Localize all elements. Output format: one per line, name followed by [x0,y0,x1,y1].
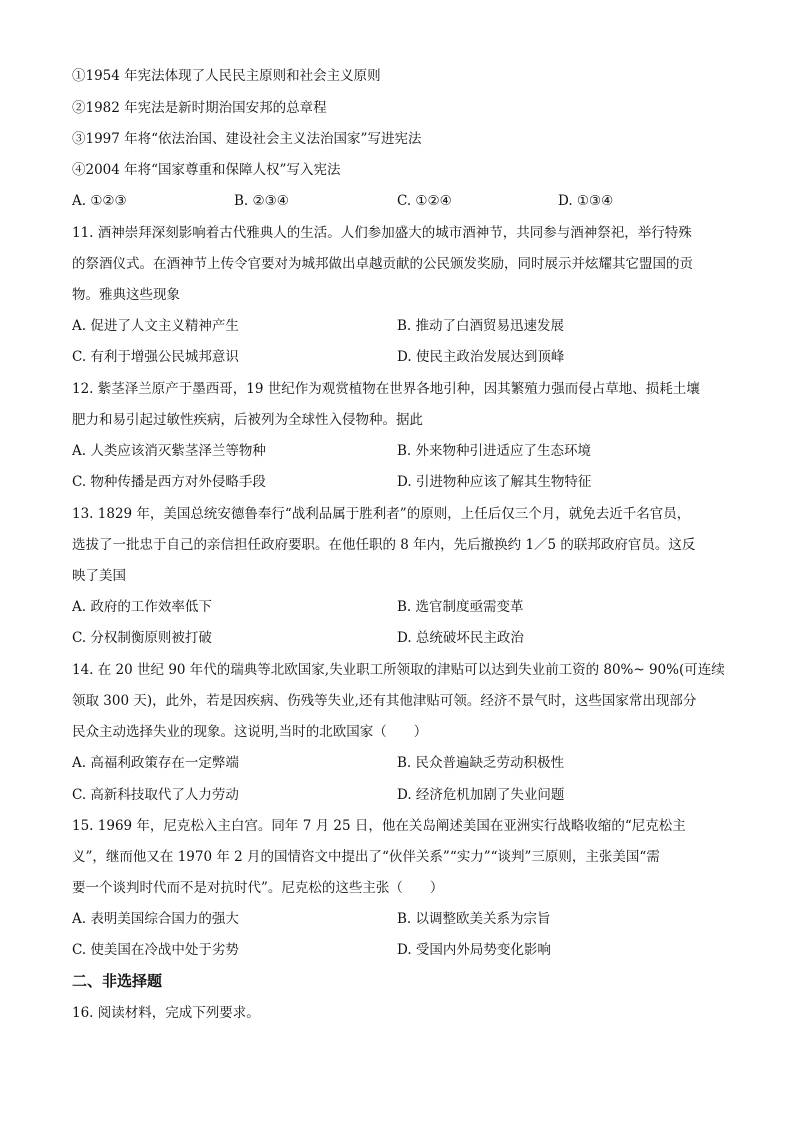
q10-option-c: C. ①②④ [397,193,452,209]
q14-stem-line-3: 民众主动选择失业的现象。这说明,当时的北欧国家（ ） [72,724,428,740]
section-title: 二、非选择题 [72,972,163,990]
q12-option-a: A. 人类应该消灭紫茎泽兰等物种 [72,443,266,459]
statement-3: ③1997 年将“依法治国、建设社会主义法治国家”写进宪法 [72,131,422,147]
q12-stem-line-1: 12. 紫茎泽兰原产于墨西哥，19 世纪作为观赏植物在世界各地引种，因其繁殖力强而侵占草地、损耗土壤 [72,381,700,397]
q15-stem-line-2: 义”，继而他又在 1970 年 2 月的国情咨文中提出了“伙伴关系”“实力”“谈判”三原则，主张美国“需 [72,849,660,865]
q12-option-b: B. 外来物种引进适应了生态环境 [397,443,592,459]
q10-option-b: B. ②③④ [234,193,289,209]
q12-option-d: D. 引进物种应该了解其生物特征 [397,474,592,490]
q13-stem-line-1: 13. 1829 年，美国总统安德鲁奉行“战利品属于胜利者”的原则，上任后仅三个月，就免去近千名官员， [72,506,691,522]
q13-option-d: D. 总统破坏民主政治 [397,630,524,646]
q14-option-b: B. 民众普遍缺乏劳动积极性 [397,755,565,771]
q15-stem-line-1: 15. 1969 年，尼克松入主白宫。同年 7 月 25 日，他在关岛阐述美国在亚洲实行战略收缩的“尼克松主 [72,818,686,834]
q14-option-d: D. 经济危机加剧了失业问题 [397,787,565,803]
q15-stem-line-3: 要一个谈判时代而不是对抗时代”。尼克松的这些主张（ ） [72,880,444,896]
q15-option-b: B. 以调整欧美关系为宗旨 [397,911,551,927]
q10-option-a: A. ①②③ [72,193,127,209]
q13-stem-line-2: 选拔了一批忠于自己的亲信担任政府要职。在他任职的 8 年内，先后撤换约 1／5 的联邦政府官员。这反 [72,537,696,553]
q13-stem-line-3: 映了美国 [72,568,126,584]
statement-2: ②1982 年宪法是新时期治国安邦的总章程 [72,100,327,116]
q12-stem-line-2: 肥力和易引起过敏性疾病，后被列为全球性入侵物种。据此 [72,412,423,428]
q13-option-a: A. 政府的工作效率低下 [72,599,212,615]
q16-stem-line-1: 16. 阅读材料，完成下列要求。 [72,1005,260,1021]
q11-option-c: C. 有利于增强公民城邦意识 [72,349,239,365]
q15-option-d: D. 受国内外局势变化影响 [397,942,551,958]
q15-option-c: C. 使美国在冷战中处于劣势 [72,942,239,958]
q13-option-c: C. 分权制衡原则被打破 [72,630,212,646]
q11-stem-line-3: 物。雅典这些现象 [72,287,180,303]
q11-option-d: D. 使民主政治发展达到顶峰 [397,349,565,365]
q11-stem-line-1: 11. 酒神崇拜深刻影响着古代雅典人的生活。人们参加盛大的城市酒神节，共同参与酒神祭祀，举行特殊 [72,225,692,241]
statement-4: ④2004 年将“国家尊重和保障人权”写入宪法 [72,162,341,178]
q14-stem-line-2: 领取 300 天)，此外，若是因疾病、伤残等失业,还有其他津贴可领。经济不景气时，这些国家常出现部分 [72,693,697,709]
q11-option-a: A. 促进了人文主义精神产生 [72,318,239,334]
q12-option-c: C. 物种传播是西方对外侵略手段 [72,474,266,490]
q14-option-a: A. 高福利政策存在一定弊端 [72,755,239,771]
statement-1: ①1954 年宪法体现了人民民主原则和社会主义原则 [72,68,381,84]
q14-stem-line-1: 14. 在 20 世纪 90 年代的瑞典等北欧国家,失业职工所领取的津贴可以达到失业前工资的 80%~ 90%(可连续 [72,662,725,678]
q10-option-d: D. ①③④ [558,193,614,209]
q14-option-c: C. 高新科技取代了人力劳动 [72,787,239,803]
q11-stem-line-2: 的祭酒仪式。在酒神节上传令官要对为城邦做出卓越贡献的公民颁发奖励，同时展示并炫耀其它盟国的贡 [72,256,693,272]
q11-option-b: B. 推动了白酒贸易迅速发展 [397,318,565,334]
q15-option-a: A. 表明美国综合国力的强大 [72,911,239,927]
q13-option-b: B. 选官制度亟需变革 [397,599,524,615]
